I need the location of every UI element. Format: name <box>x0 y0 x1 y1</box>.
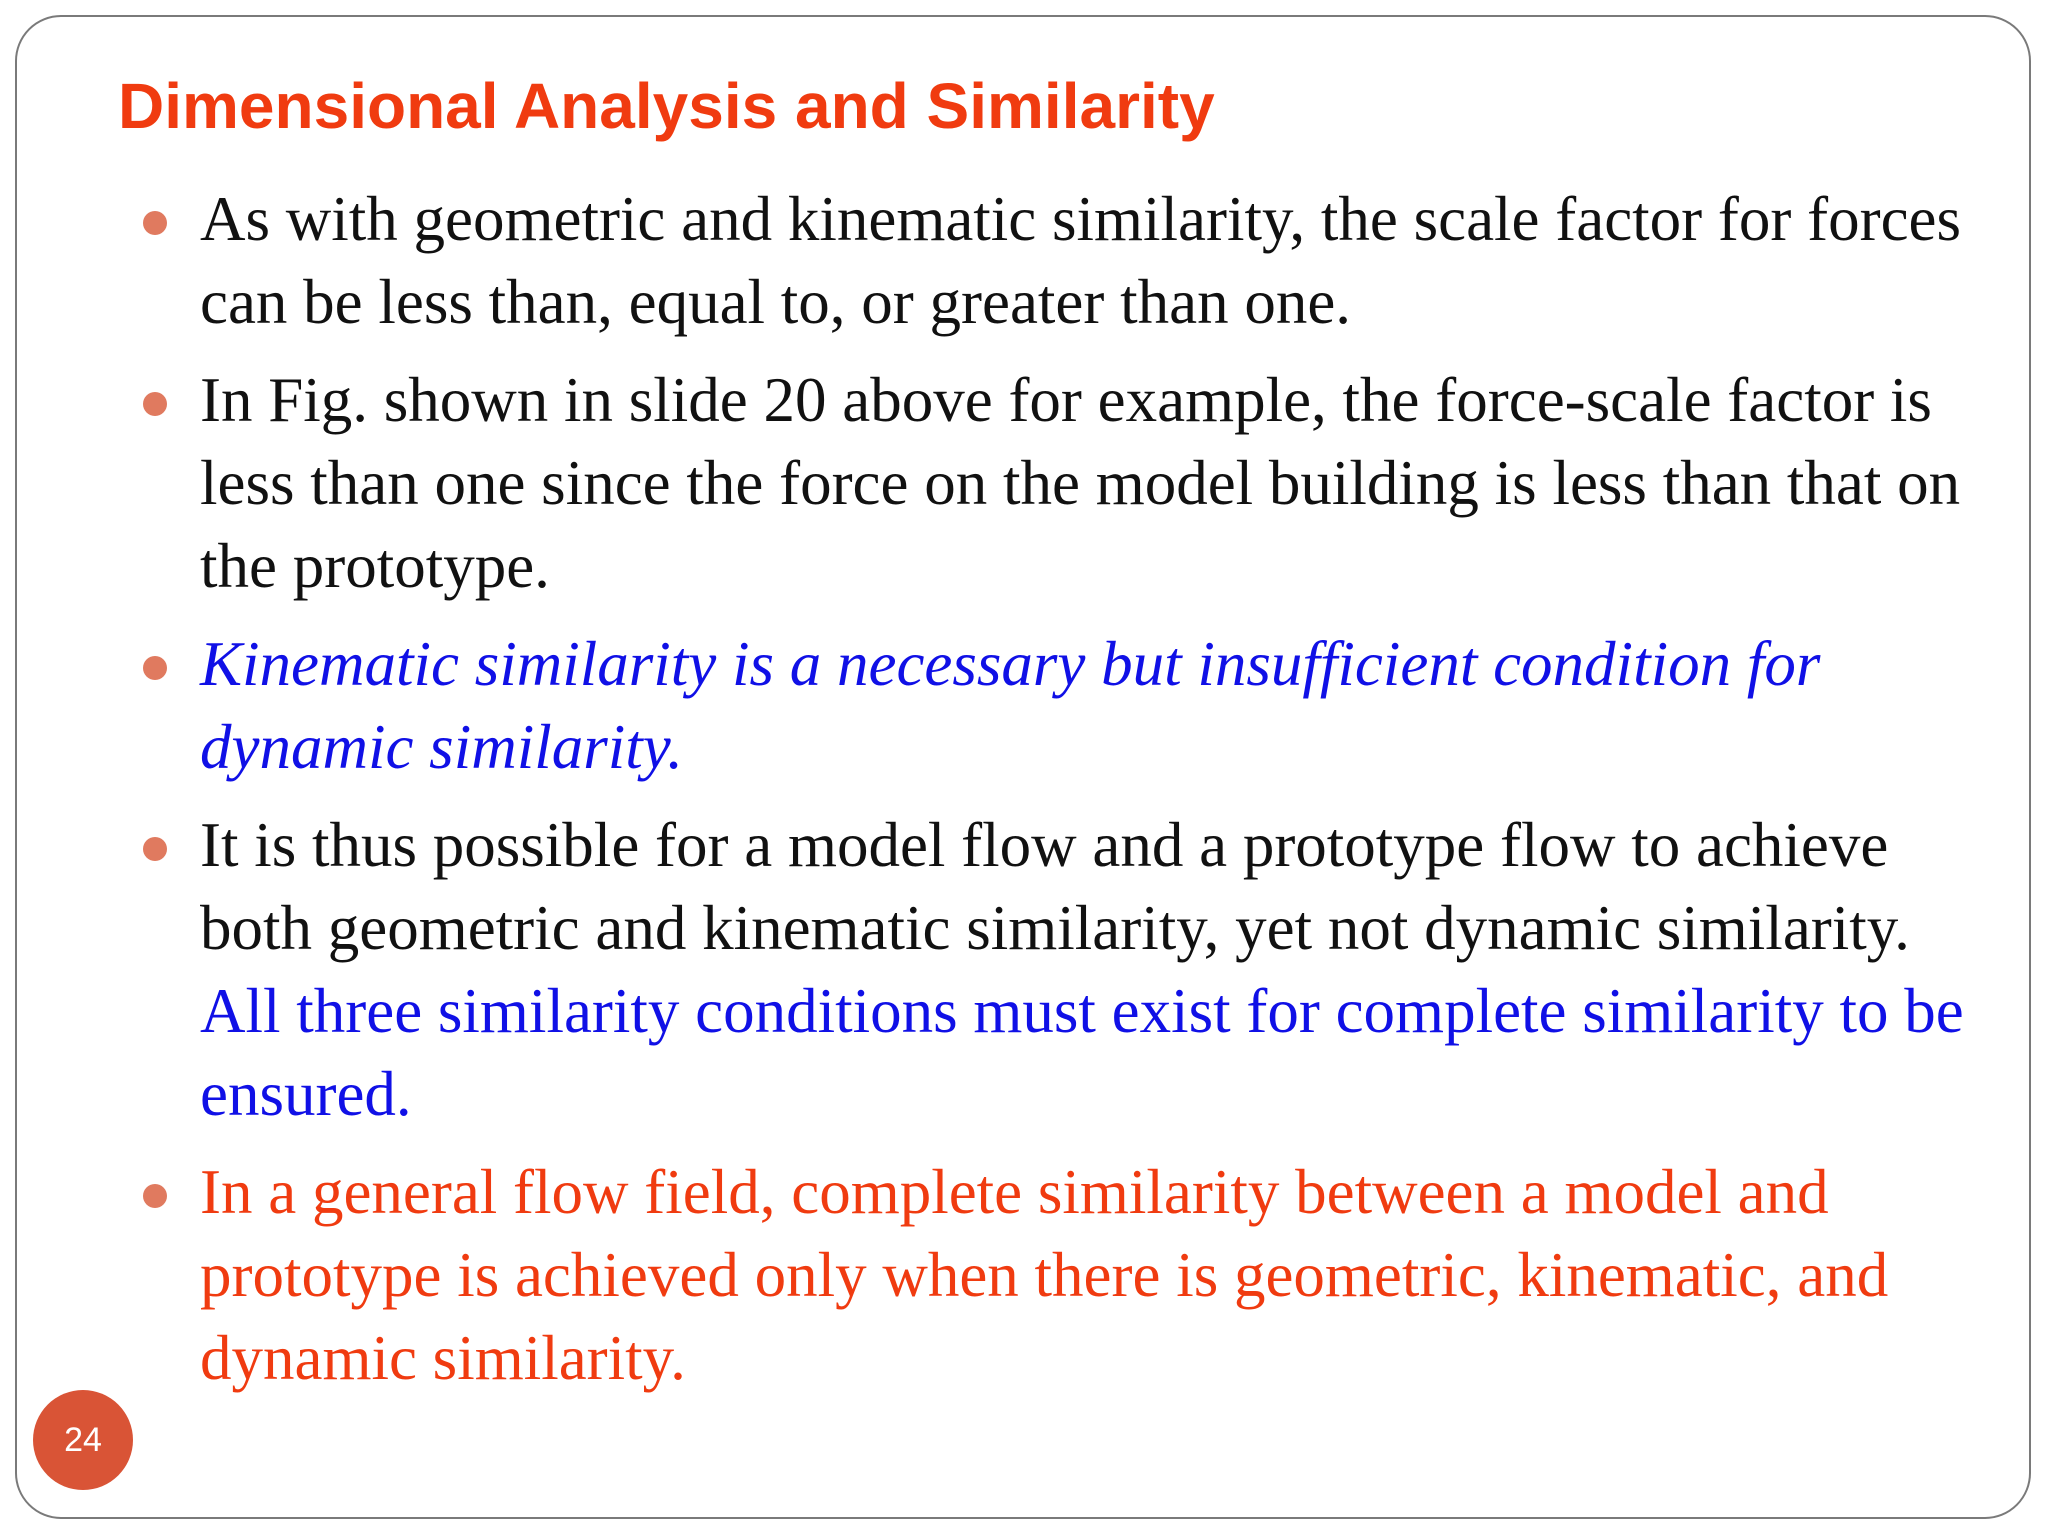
bullet-text-highlight: All three similarity conditions must exist for complete similarity to be ensured. <box>200 976 1964 1129</box>
bullet-text: Kinematic similarity is a necessary but insufficient condition for dynamic similarity. <box>200 629 1821 782</box>
bullet-item <box>0 623 1970 789</box>
page-number-badge: 24 <box>33 1390 133 1490</box>
bullet-text: It is thus possible for a model flow and a prototype flow to achieve both geometric and kinematic similarity, yet not dynamic similarity. <box>200 810 1910 963</box>
bullet-item <box>0 178 1970 344</box>
bullet-point-icon <box>143 837 167 861</box>
bullet-item <box>0 804 1970 1136</box>
slide-title: Dimensional Analysis and Similarity <box>118 70 1215 142</box>
bullet-text: In Fig. shown in slide 20 above for example, the force-scale factor is less than one since the force on the model building is less than that on the prototype. <box>200 365 1961 601</box>
bullet-text: In a general flow field, complete similarity between a model and prototype is achieved only when there is geometric, kinematic, and dynamic similarity. <box>200 1157 1889 1393</box>
bullet-point-icon <box>143 392 167 416</box>
bullet-text: As with geometric and kinematic similarity, the scale factor for forces can be less than, equal to, or greater than one. <box>200 184 1962 337</box>
bullet-point-icon <box>143 1184 167 1208</box>
bullet-item <box>0 1151 1970 1400</box>
bullet-point-icon <box>143 211 167 235</box>
bullet-list <box>0 178 2048 1415</box>
bullet-item <box>0 359 1970 608</box>
bullet-point-icon <box>143 656 167 680</box>
